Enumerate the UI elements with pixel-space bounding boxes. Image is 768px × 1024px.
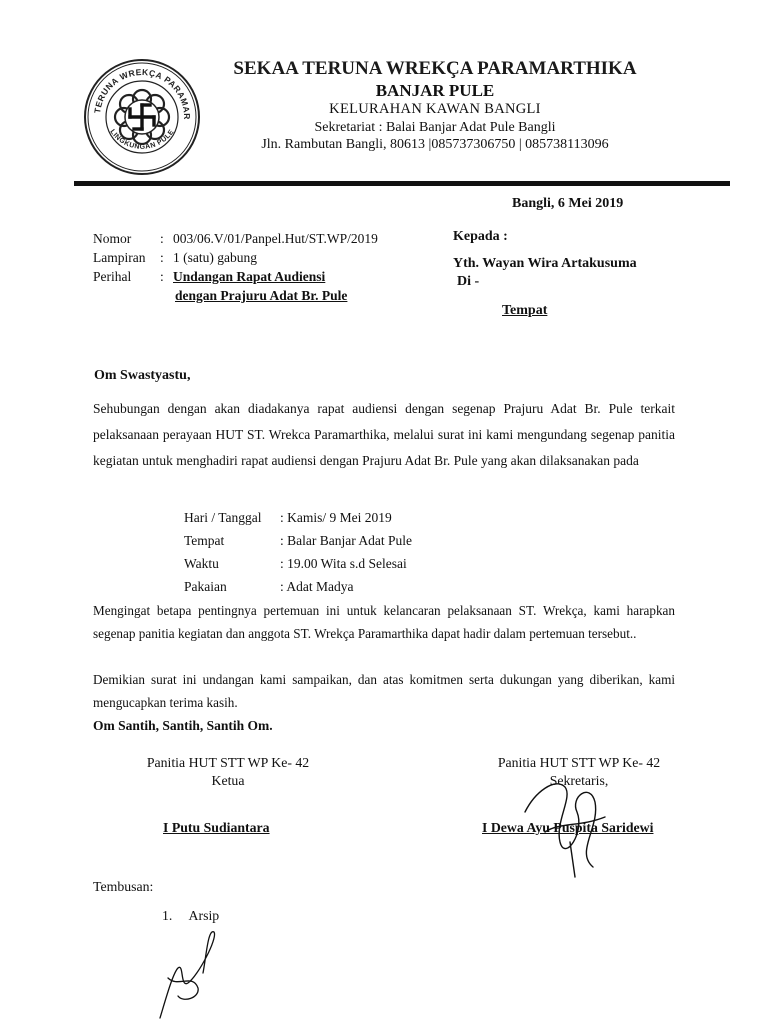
detail-label-hari: Hari / Tanggal <box>184 510 262 525</box>
detail-value-tempat: : Balar Banjar Adat Pule <box>280 533 412 548</box>
signature-bottom-icon <box>148 928 228 1024</box>
kelurahan-name: KELURAHAN KAWAN BANGLI <box>329 101 541 117</box>
signatory-left-role: Ketua <box>211 773 245 788</box>
letter-date: Bangli, 6 Mei 2019 <box>512 196 624 211</box>
detail-value-waktu: : 19.00 Wita s.d Selesai <box>280 556 407 571</box>
organization-logo <box>82 57 202 177</box>
signatory-right-role: Sekretaris, <box>549 773 609 788</box>
meta-label: Perihal <box>93 269 132 284</box>
cc-label: Tembusan: <box>93 879 154 894</box>
logo-ring-text: TERUNA WREKÇA PARAMAR <box>92 66 193 120</box>
meta-colon: : <box>160 231 164 246</box>
detail-value-hari: : Kamis/ 9 Mei 2019 <box>280 510 392 525</box>
header-divider <box>74 181 730 186</box>
detail-label-pakaian: Pakaian <box>184 579 227 594</box>
recipient-di: Di - <box>457 274 480 289</box>
signatory-left-org: Panitia HUT STT WP Ke- 42 <box>146 755 310 770</box>
banjar-name: BANJAR PULE <box>375 81 495 100</box>
recipient-name: Yth. Wayan Wira Artakusuma <box>453 256 637 271</box>
recipient-place: Tempat <box>502 303 548 318</box>
signatory-right-name: I Dewa Ayu Puspita Saridewi <box>482 820 654 835</box>
meta-colon: : <box>160 250 164 265</box>
cc-item-number: 1. <box>162 908 173 923</box>
cc-item-label: Arsip <box>188 908 220 923</box>
meta-label: Lampiran <box>93 250 146 265</box>
meta-value: 1 (satu) gabung <box>173 250 257 265</box>
cc-item <box>162 908 219 924</box>
detail-label-waktu: Waktu <box>184 556 219 571</box>
recipient-kepada: Kepada : <box>453 229 508 244</box>
detail-value-pakaian: : Adat Madya <box>280 579 354 594</box>
organization-name: SEKAA TERUNA WREKÇA PARAMARTHIKA <box>233 58 637 79</box>
street-address-phone: Jln. Rambutan Bangli, 80613 |085737306750 | 085738113096 <box>261 137 609 152</box>
signatory-left-name: I Putu Sudiantara <box>163 820 270 835</box>
detail-label-tempat: Tempat <box>184 533 225 548</box>
opening-greeting: Om Swastyastu, <box>94 368 191 383</box>
subject-line-1: Undangan Rapat Audiensi <box>173 269 326 284</box>
meta-label: Nomor <box>93 231 132 246</box>
secretariat-address: Sekretariat : Balai Banjar Adat Pule Bangli <box>314 120 556 135</box>
closing-greeting: Om Santih, Santih, Santih Om. <box>93 718 273 733</box>
body-paragraph-2: Mengingat betapa pentingnya pertemuan ini untuk kelancaran pelaksanaan ST. Wrekça, kami harapkan segenap panitia kegiatan dan anggota ST. Wrekça Paramarthika dapat hadir dalam pertemuan tersebut.. <box>93 603 675 641</box>
body-paragraph-3: Demikian surat ini undangan kami sampaikan, dan atas komitmen serta dukungan yang diberikan, kami mengucapkan terima kasih. <box>93 672 675 710</box>
body-paragraph-1: Sehubungan dengan akan diadakanya rapat audiensi dengan segenap Prajuru Adat Br. Pule terkait pelaksanaan perayaan HUT ST. Wrekca Paramarthika, melalui surat ini kami mengundang segenap panitia kegiatan untuk menghadiri rapat audiensi dengan Prajuru Adat Br. Pule yang akan dilaksanakan pada <box>93 401 675 468</box>
meta-colon: : <box>160 269 164 284</box>
signature-right-icon <box>515 772 615 882</box>
logo-bottom-text: LINGKUNGAN PULE <box>108 128 176 151</box>
logo-emblem-icon <box>82 57 202 177</box>
subject-line-2: dengan Prajuru Adat Br. Pule <box>175 288 348 303</box>
signatory-right-org: Panitia HUT STT WP Ke- 42 <box>497 755 661 770</box>
meta-value: 003/06.V/01/Panpel.Hut/ST.WP/2019 <box>173 231 378 246</box>
